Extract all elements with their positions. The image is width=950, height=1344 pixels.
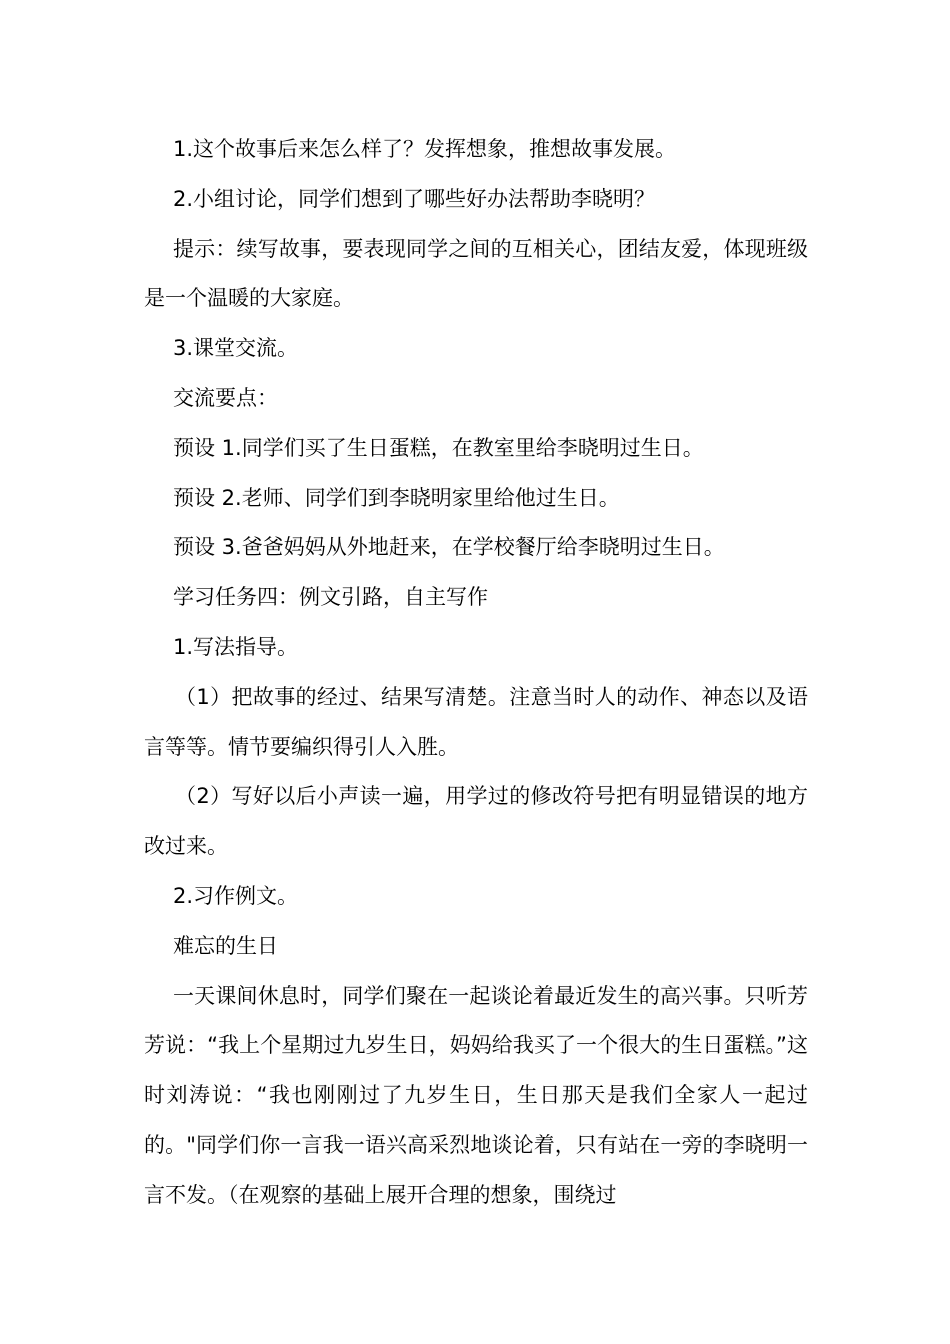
preset-2: 预设 2.老师、同学们到李晓明家里给他过生日。 [173,485,620,510]
step-3-heading: 3.课堂交流。 [173,336,299,361]
preset-3: 预设 3.爸爸妈妈从外地赶来，在学校餐厅给李晓明过生日。 [173,535,725,560]
question-2: 2.小组讨论，同学们想到了哪些好办法帮助李晓明？ [173,186,656,211]
writing-guide-heading: 1.写法指导。 [173,634,299,659]
guide-item-2: （2）写好以后小声读一遍，用学过的修改符号把有明显错误的地方改过来。 [144,784,808,859]
preset-1: 预设 1.同学们买了生日蛋糕，在教室里给李晓明过生日。 [173,435,704,460]
task-4-heading: 学习任务四：例文引路，自主写作 [173,585,488,610]
guide-item-1: （1）把故事的经过、结果写清楚。注意当时人的动作、神态以及语言等等。情节要编织得引人入胜。 [144,684,808,759]
document-body [144,125,808,1221]
key-points-heading: 交流要点： [173,385,278,410]
example-title: 难忘的生日 [173,933,278,958]
question-1: 1.这个故事后来怎么样了？发挥想象，推想故事发展。 [173,137,677,161]
hint-paragraph: 提示：续写故事，要表现同学之间的互相关心，团结友爱，体现班级是一个温暖的大家庭。 [144,236,808,311]
example-heading: 2.习作例文。 [173,883,299,908]
example-body: 一天课间休息时，同学们聚在一起谈论着最近发生的高兴事。只听芳芳说：“我上个星期过九岁生日，妈妈给我买了一个很大的生日蛋糕。”这时刘涛说：“我也刚刚过了九岁生日，生日那天是我们全家人一起过的。"同学们你一言我一语兴高采烈地谈论着，只有站在一旁的李晓明一言不发。（在观察的基础上展开合理的想象，围绕过 [144,983,808,1207]
